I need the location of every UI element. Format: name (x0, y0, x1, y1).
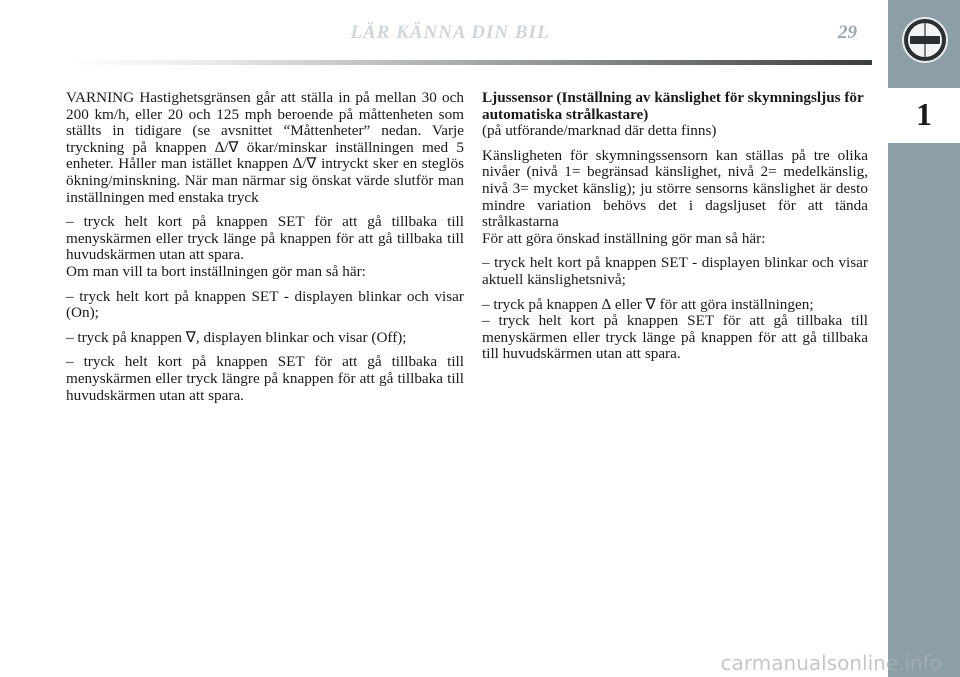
instruction-step: – tryck helt kort på knappen SET för att gå tillbaka till menyskärmen eller tryck länge på knappen för att gå tillbaka till huvudskärmen utan att spara. (482, 312, 868, 363)
watermark-text: carmanualsonline.info (720, 651, 942, 675)
description-paragraph: Känsligheten för skymningssensorn kan ställas på tre olika nivåer (nivå 1= begränsad känslighet, nivå 2= medelkänslig, nivå 3= mycket känslig); ju större sensorns känslighet är desto mindre variation behövs det i dagsljuset för att tända strålkastarna (482, 146, 868, 231)
instruction-step: – tryck helt kort på knappen SET - displayen blinkar och visar aktuell känslighetsnivå; (482, 254, 868, 288)
instruction-step: – tryck på knappen ∇, displayen blinkar och visar (Off); (66, 328, 407, 346)
warning-paragraph: VARNING Hastighetsgränsen går att ställa in på mellan 30 och 200 km/h, eller 20 och 125 mph beroende på måttenheten som ställts in tidigare (se avsnittet “Måttenheter” nedan. Varje tryckning på knappen ∆/∇ ökar/minskar inställningen med 5 enheter. Håller man istället knappen ∆/∇ intryckt sker en steglös ökning/minskning. När man närmar sig önskat värde slutför man inställningen med enstaka tryck (66, 89, 464, 206)
instruction-step: – tryck helt kort på knappen SET - displayen blinkar och visar (On); (66, 287, 464, 322)
instruction-intro: För att göra önskad inställning gör man så här: (482, 229, 766, 247)
page-header-title: LÄR KÄNNA DIN BIL (350, 22, 550, 43)
right-column (482, 90, 868, 371)
instruction-step: – tryck på knappen ∆ eller ∇ för att göra inställningen; (482, 295, 814, 313)
header-rule (66, 60, 872, 65)
instruction-step: – tryck helt kort på knappen SET för att gå tillbaka till menyskärmen eller tryck längre på knappen för att gå tillbaka till huvudskärmen utan att spara. (66, 353, 464, 404)
page-number: 29 (838, 22, 857, 43)
section-heading: Ljussensor (Inställning av känslighet för skymningsljus för automatiska strålkastare) (482, 89, 864, 123)
left-column (66, 90, 464, 412)
chapter-number: 1 (916, 96, 932, 132)
section-subheading: (på utförande/marknad där detta finns) (482, 122, 717, 140)
instruction-intro: Om man vill ta bort inställningen gör man så här: (66, 262, 366, 280)
instruction-step: – tryck helt kort på knappen SET för att gå tillbaka till menyskärmen eller tryck länge på knappen för att gå tillbaka till huvudskärmen utan att spara. (66, 213, 464, 264)
lancia-logo-icon (901, 16, 949, 64)
